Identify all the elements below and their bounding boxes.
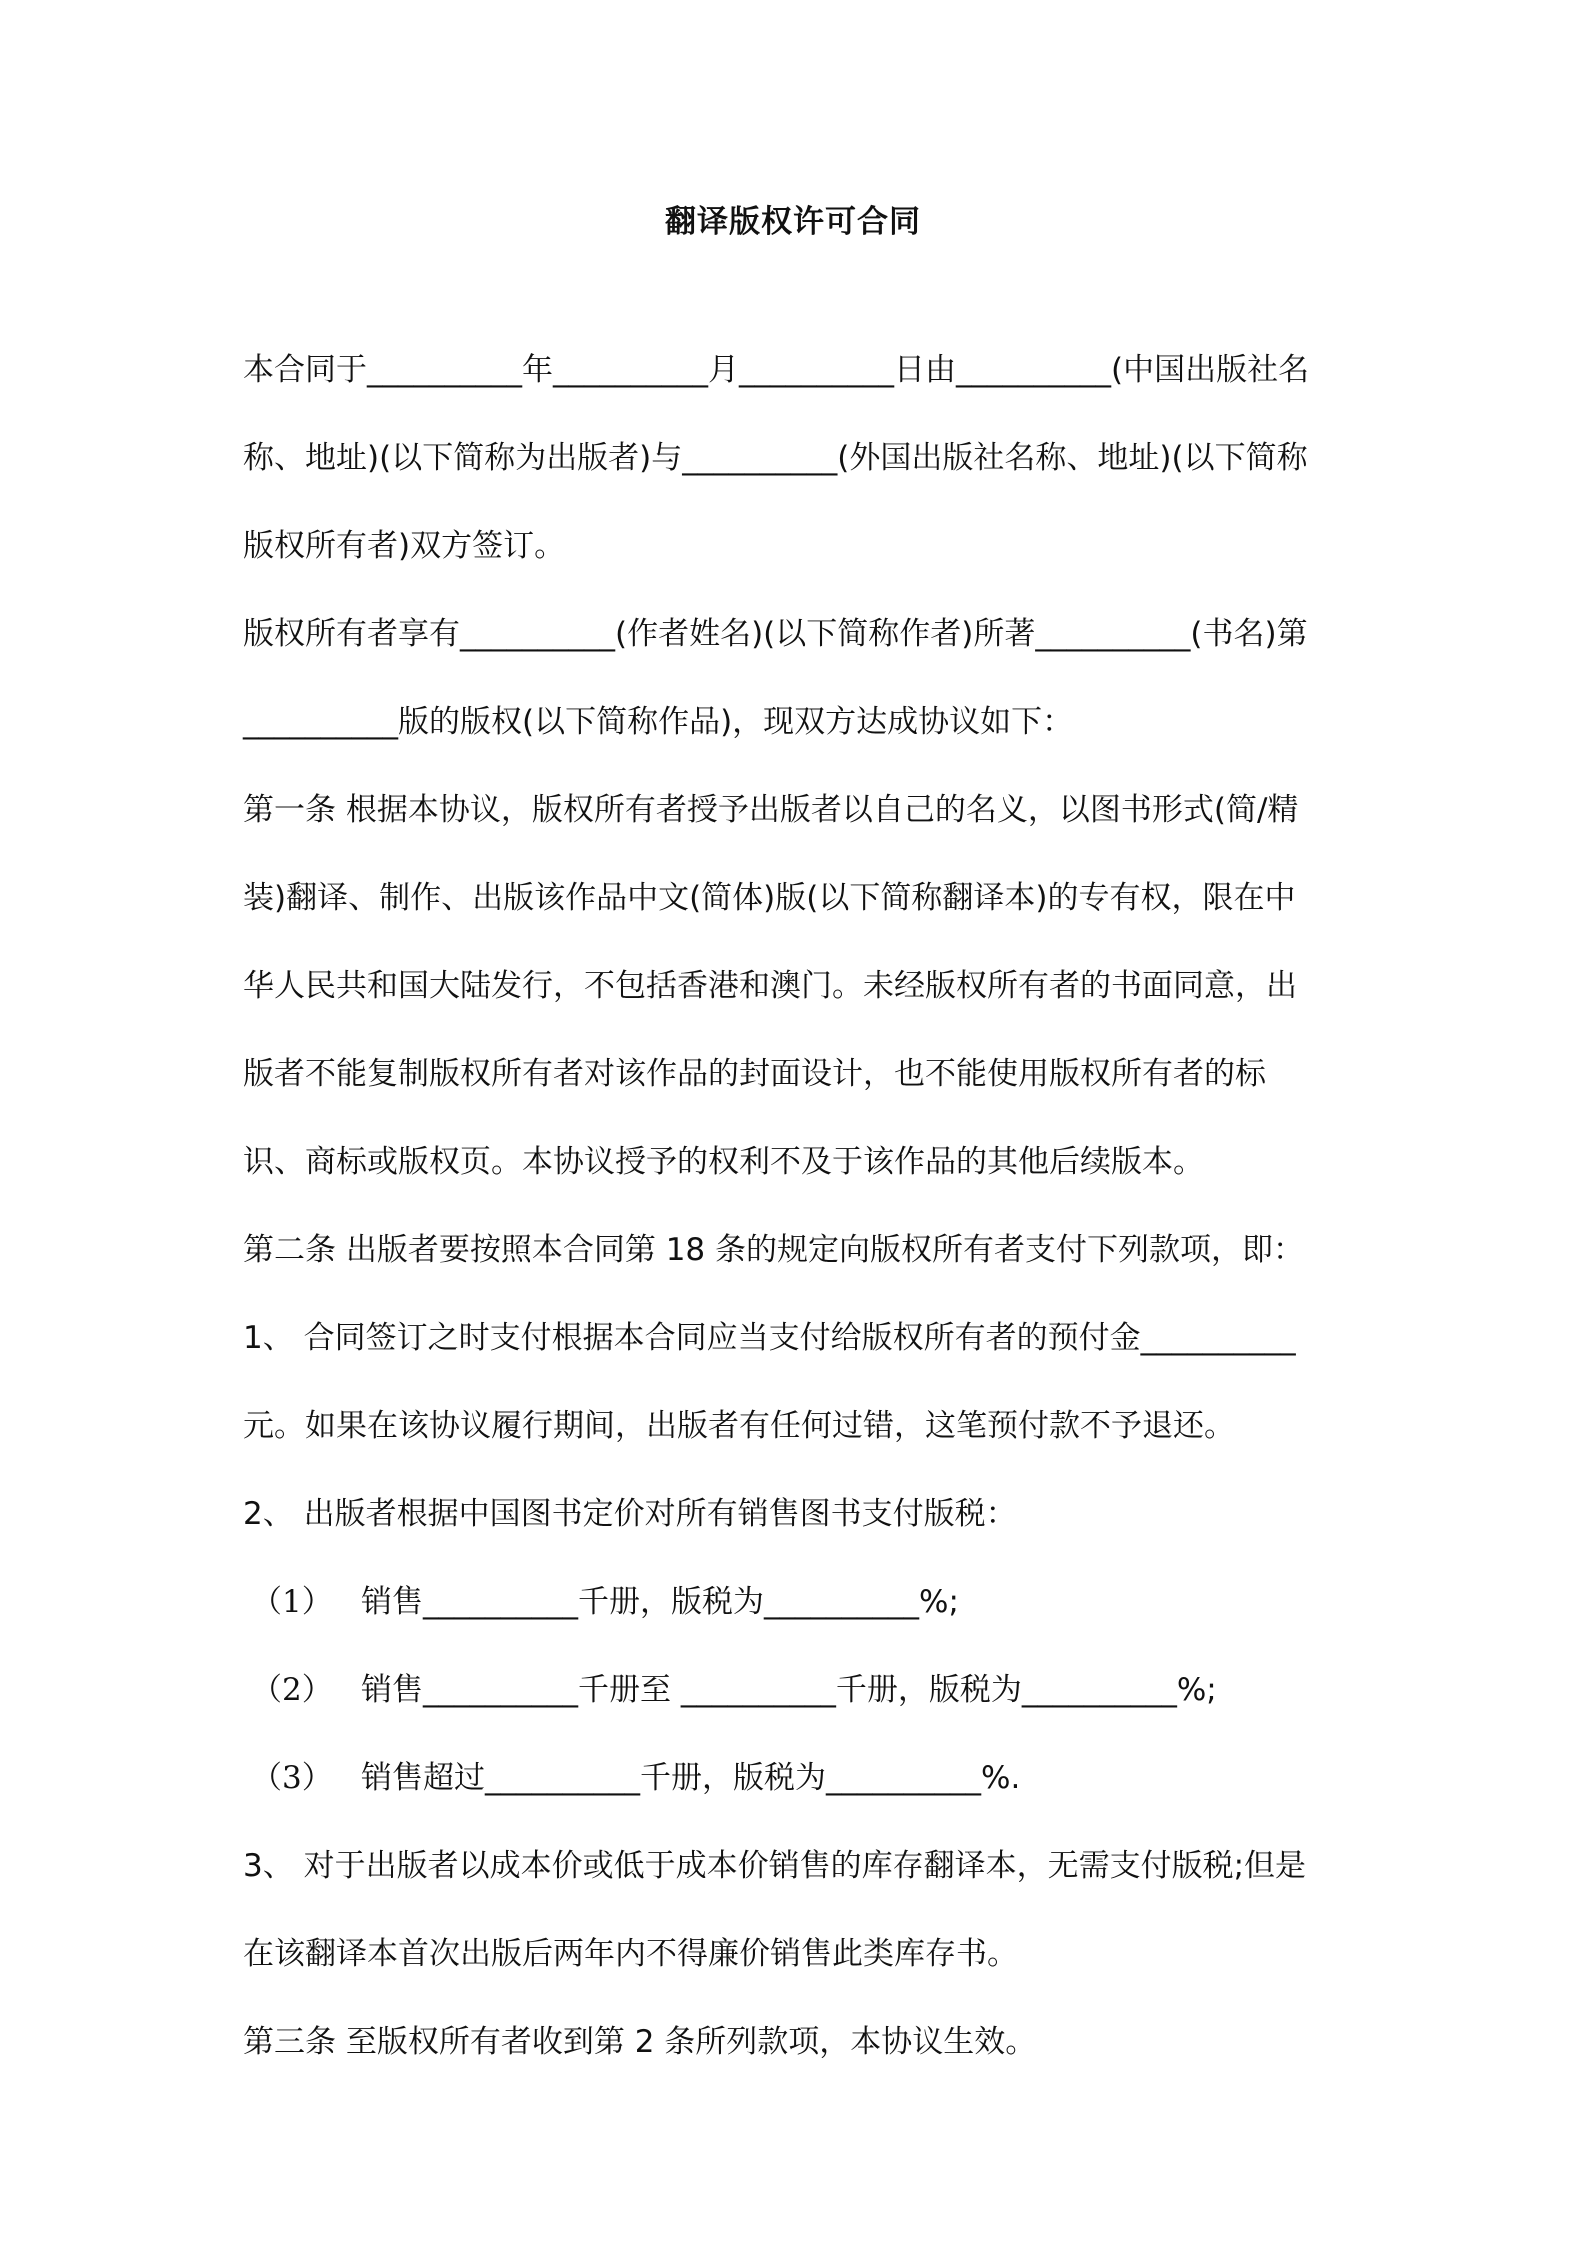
article-one-line: 第一条 根据本协议，版权所有者授予出版者以自己的名义，以图书形式(简/精 [243, 792, 1299, 828]
paragraph-line: __________版的版权(以下简称作品)，现双方达成协议如下： [243, 704, 1074, 740]
paragraph-line: 华人民共和国大陆发行，不包括香港和澳门。未经版权所有者的书面同意，出 [243, 968, 1297, 1004]
royalty-item-number: （1） [251, 1584, 333, 1620]
paragraph-line: 称、地址)(以下简称为出版者)与__________(外国出版社名称、地址)(以下简称 [243, 440, 1308, 476]
article-three-line: 第三条 至版权所有者收到第 2 条所列款项，本协议生效。 [243, 2024, 1037, 2060]
paragraph-line: 元。如果在该协议履行期间，出版者有任何过错，这笔预付款不予退还。 [243, 1408, 1235, 1444]
paragraph-line: 版权所有者)双方签订。 [243, 528, 566, 564]
paragraph-line: 在该翻译本首次出版后两年内不得廉价销售此类库存书。 [243, 1936, 1018, 1972]
paragraph-line: 本合同于__________年__________月__________日由__________(中国出版社名 [243, 352, 1310, 388]
paragraph-line: 装)翻译、制作、出版该作品中文(简体)版(以下简称翻译本)的专有权，限在中 [243, 880, 1296, 916]
clause-one-line: 1、 合同签订之时支付根据本合同应当支付给版权所有者的预付金__________ [243, 1320, 1296, 1356]
paragraph-line: 识、商标或版权页。本协议授予的权利不及于该作品的其他后续版本。 [243, 1144, 1204, 1180]
document-body [243, 341, 1353, 2101]
article-two-line: 第二条 出版者要按照本合同第 18 条的规定向版权所有者支付下列款项，即： [243, 1232, 1305, 1268]
royalty-item [243, 1573, 1353, 1661]
royalty-item-number: （2） [251, 1672, 333, 1708]
royalty-item-text: 销售超过__________千册，版税为__________%. [361, 1760, 1021, 1796]
royalty-item-number: （3） [251, 1760, 333, 1796]
clause-two-line: 2、 出版者根据中国图书定价对所有销售图书支付版税： [243, 1496, 1017, 1532]
clause-three-line: 3、 对于出版者以成本价或低于成本价销售的库存翻译本，无需支付版税;但是 [243, 1848, 1307, 1884]
royalty-item-text: 销售__________千册，版税为__________%; [361, 1584, 959, 1620]
royalty-item [243, 1661, 1353, 1749]
paragraph-line: 版权所有者享有__________(作者姓名)(以下简称作者)所著__________(书名)第 [243, 616, 1308, 652]
document-title: 翻译版权许可合同 [665, 204, 921, 240]
royalty-item-text: 销售__________千册至 __________千册，版税为__________%; [361, 1672, 1217, 1708]
paragraph-line: 版者不能复制版权所有者对该作品的封面设计，也不能使用版权所有者的标 [243, 1056, 1266, 1092]
royalty-item [243, 1749, 1353, 1837]
